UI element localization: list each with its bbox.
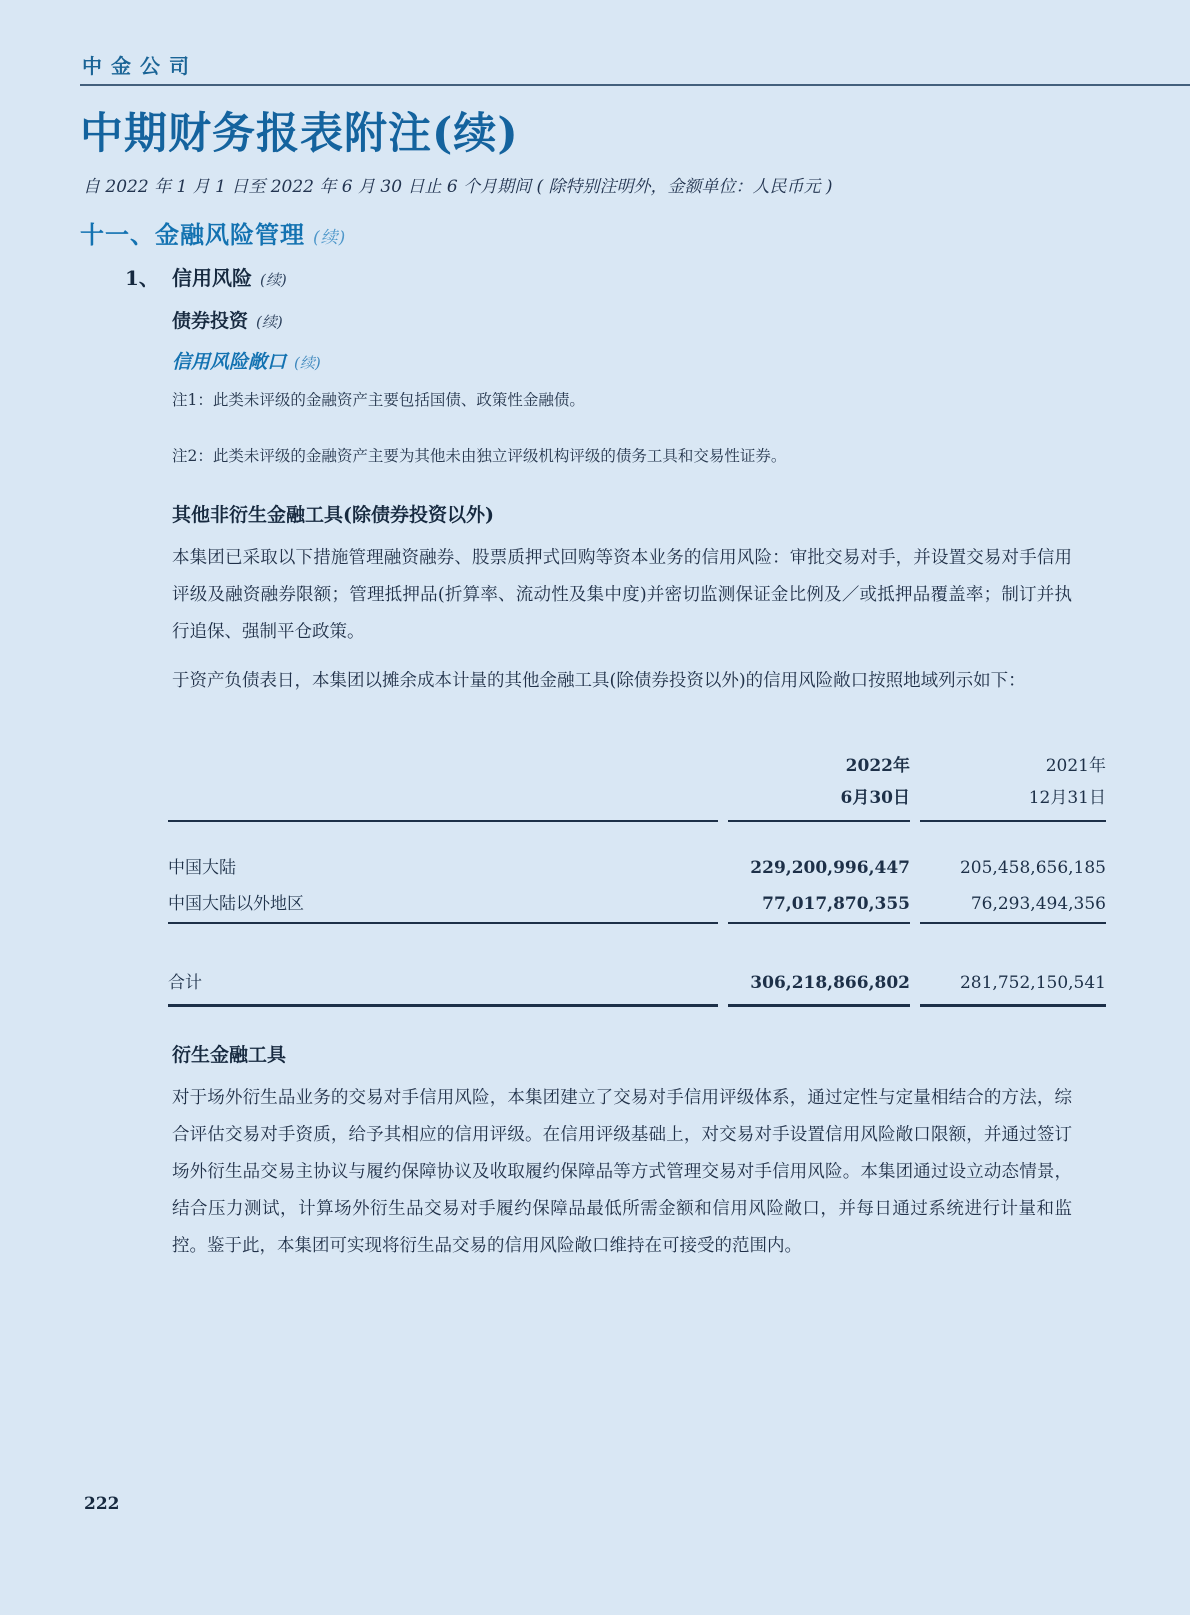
footnote-2: 注2：此类未评级的金融资产主要为其他未由独立评级机构评级的债务工具和交易性证券。 (172, 447, 787, 465)
table-subtotal-rule (168, 922, 1106, 924)
row-value-2022: 77,017,870,355 (762, 894, 910, 914)
table-row-mainland-china (168, 850, 1106, 886)
heading-other-non-derivative-instruments: 其他非衍生金融工具(除债券投资以外) (172, 504, 494, 526)
row-value-2021: 205,458,656,185 (959, 858, 1106, 878)
subsection-bond-investment (172, 306, 283, 333)
subsection-number: 1、 (125, 266, 159, 290)
table-row-total (168, 966, 1106, 1004)
paragraph-derivative-risk: 对于场外衍生品业务的交易对手信用风险，本集团建立了交易对手信用评级体系，通过定性与定量相结合的方法，综合评估交易对手资质，给予其相应的信用评级。在信用评级基础上，对交易对手设置信用风险敞口限额，并通过签订场外衍生品交易主协议与履约保障协议及收取履约保障品等方式管理交易对手信用风险。本集团通过设立动态情景，结合压力测试，计算场外衍生品交易对手履约保障品最低所需金额和信用风险敞口，并每日通过系统进行计量和监控。鉴于此，本集团可实现将衍生品交易的信用风险敞口维持在可接受的范围内。 (172, 1088, 1072, 1256)
credit-exposure-table (168, 750, 1106, 1007)
header-year-2022: 2022年 (845, 756, 910, 776)
section-heading-financial-risk (80, 215, 346, 250)
row-value-2021: 76,293,494,356 (970, 894, 1106, 914)
table-row-outside-mainland (168, 886, 1106, 922)
row-label: 中国大陆 (168, 858, 236, 878)
table-spacer (168, 822, 1106, 850)
table-header-2022 (728, 750, 910, 822)
section-heading-text: 十一、金融风险管理 (80, 220, 305, 249)
subsection-credit-risk-exposure (172, 347, 321, 374)
page-subtitle: 自 2022 年 1 月 1 日至 2022 年 6 月 30 日止 6 个月期间 ( 除特别注明外，金额单位：人民币元 ) (83, 177, 833, 197)
subsection-credit-risk (125, 262, 287, 291)
footnote-1: 注1：此类未评级的金融资产主要包括国债、政策性金融债。 (172, 391, 585, 409)
row-value-2022: 229,200,996,447 (750, 858, 910, 878)
continued-mark: (续) (294, 354, 321, 372)
subsection-title: 信用风险 (172, 266, 252, 290)
continued-mark: (续) (260, 271, 287, 289)
table-header-row (168, 750, 1106, 822)
row-label: 中国大陆以外地区 (168, 894, 304, 914)
total-value-2021: 281,752,150,541 (959, 973, 1106, 993)
header-year-2021: 2021年 (1045, 756, 1106, 776)
total-label: 合计 (168, 973, 202, 993)
table-header-2021 (920, 750, 1106, 822)
continued-mark: (续) (256, 313, 283, 331)
heading-derivative-instruments: 衍生金融工具 (172, 1044, 287, 1066)
header-date-2022: 6月30日 (840, 788, 910, 808)
header-date-2021: 12月31日 (1028, 788, 1106, 808)
company-brand: 中金公司 (82, 54, 198, 78)
continued-mark: (续) (313, 228, 347, 248)
table-total-rule (168, 1004, 1106, 1007)
page-title: 中期财务报表附注(续) (80, 109, 519, 159)
header-divider (80, 84, 1190, 86)
table-header-empty (168, 814, 718, 822)
total-value-2022: 306,218,866,802 (750, 973, 910, 993)
table-spacer (168, 924, 1106, 966)
subsection-title: 信用风险敞口 (172, 351, 287, 373)
subsection-title: 债券投资 (172, 310, 249, 332)
paragraph-exposure-by-region-intro: 于资产负债表日，本集团以摊余成本计量的其他金融工具(除债券投资以外)的信用风险敞口按照地域列示如下： (172, 671, 1026, 691)
page-number: 222 (84, 1494, 120, 1514)
paragraph-risk-measures: 本集团已采取以下措施管理融资融券、股票质押式回购等资本业务的信用风险：审批交易对手，并设置交易对手信用评级及融资融券限额；管理抵押品(折算率、流动性及集中度)并密切监测保证金比例及／或抵押品覆盖率；制订并执行追保、强制平仓政策。 (172, 548, 1072, 642)
